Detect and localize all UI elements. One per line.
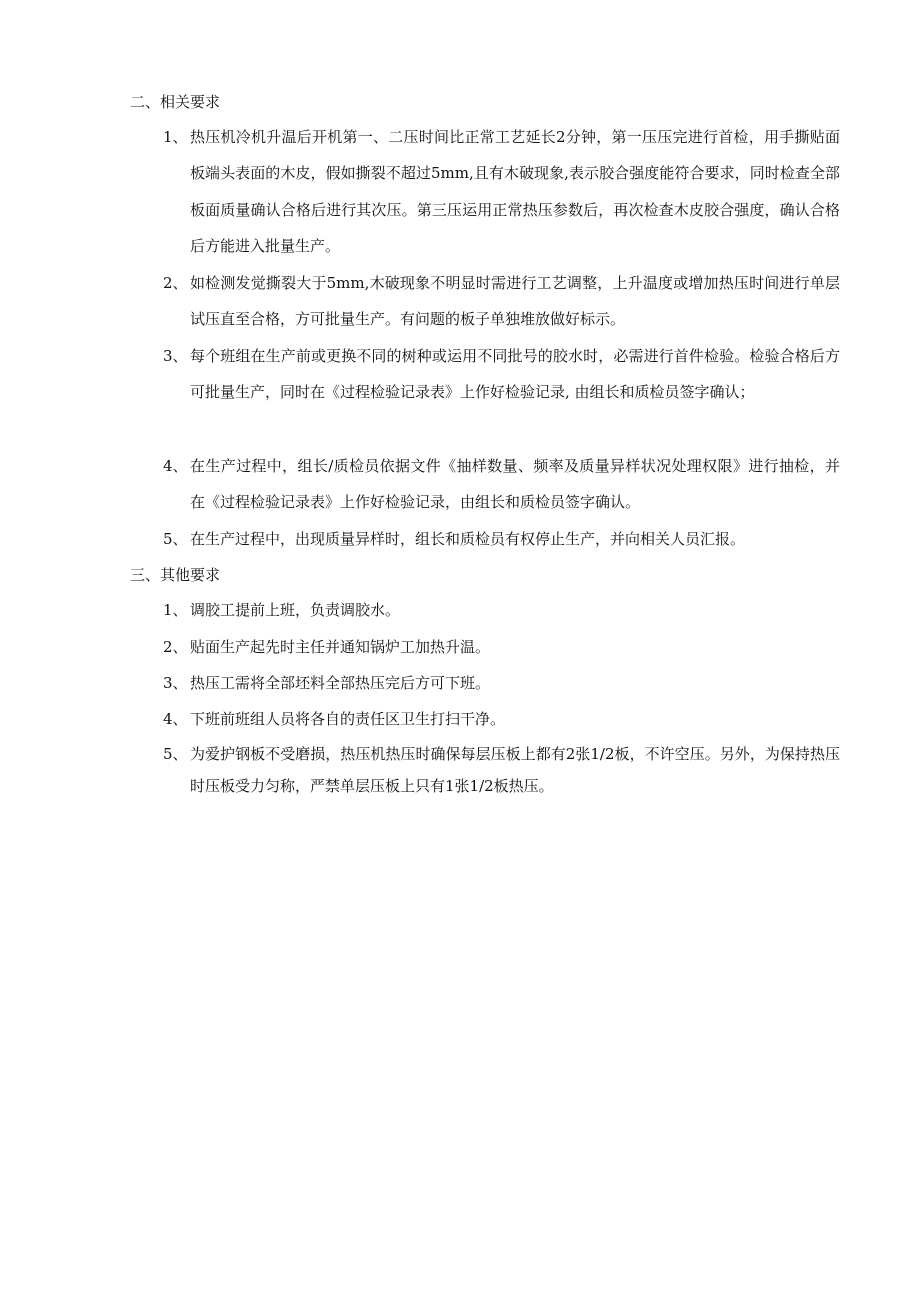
section-heading-other-requirements: 三、其他要求 — [130, 566, 221, 584]
item-text: 贴面生产起先时主任并通知锅炉工加热升温。 — [190, 638, 491, 656]
item-text: 下班前班组人员将各自的责任区卫生打扫干净。 — [190, 710, 506, 728]
item-text: 在生产过程中，组长/质检员依据文件《抽样数量、频率及质量异样状况处理权限》进行抽检，并在《过程检验记录表》上作好检验记录，由组长和质检员签字确认。 — [190, 457, 840, 512]
item-text: 热压机冷机升温后开机第一、二压时间比正常工艺延长2分钟，第一压压完进行首检，用手撕贴面板端头表面的木皮，假如撕裂不超过5mm,且有木破现象,表示胶合强度能符合要求，同时检查全部板面质量确认合格后进行其次压。第三压运用正常热压参数后，再次检查木皮胶合强度，确认合格后方能进入批量生产。 — [190, 128, 840, 255]
item-text: 如检测发觉撕裂大于5mm,木破现象不明显时需进行工艺调整，上升温度或增加热压时间进行单层试压直至合格，方可批量生产。有问题的板子单独堆放做好标示。 — [190, 274, 840, 329]
item-number: 1、 — [163, 601, 188, 619]
item-text: 为爱护钢板不受磨损，热压机热压时确保每层压板上都有2张1/2板，不许空压。另外，为保持热压时压板受力匀称，严禁单层压板上只有1张1/2板热压。 — [190, 745, 840, 795]
item-number: 5、 — [163, 745, 188, 763]
list-item — [163, 738, 843, 802]
item-text: 在生产过程中，出现质量异样时，组长和质检员有权停止生产，并向相关人员汇报。 — [190, 530, 746, 548]
item-number: 3、 — [163, 674, 188, 692]
item-number: 1、 — [163, 128, 188, 146]
list-item — [163, 119, 843, 264]
item-number: 4、 — [163, 457, 188, 475]
item-text: 每个班组在生产前或更换不同的树种或运用不同批号的胶水时，必需进行首件检验。检验合格后方可批量生产，同时在《过程检验记录表》上作好检验记录, 由组长和质检员签字确认； — [190, 347, 840, 402]
item-number: 5、 — [163, 530, 188, 548]
list-item — [163, 667, 843, 699]
item-number: 2、 — [163, 274, 188, 292]
item-number: 3、 — [163, 347, 188, 365]
item-text: 热压工需将全部坯料全部热压完后方可下班。 — [190, 674, 491, 692]
list-item — [163, 703, 843, 735]
list-item — [163, 338, 843, 411]
list-item — [163, 265, 843, 338]
list-item — [163, 631, 843, 663]
list-item — [163, 521, 843, 557]
list-item — [163, 448, 843, 521]
item-number: 2、 — [163, 638, 188, 656]
item-text: 调胶工提前上班，负责调胶水。 — [190, 601, 401, 619]
list-item — [163, 594, 843, 626]
section-heading-requirements: 二、相关要求 — [130, 93, 221, 111]
item-number: 4、 — [163, 710, 188, 728]
